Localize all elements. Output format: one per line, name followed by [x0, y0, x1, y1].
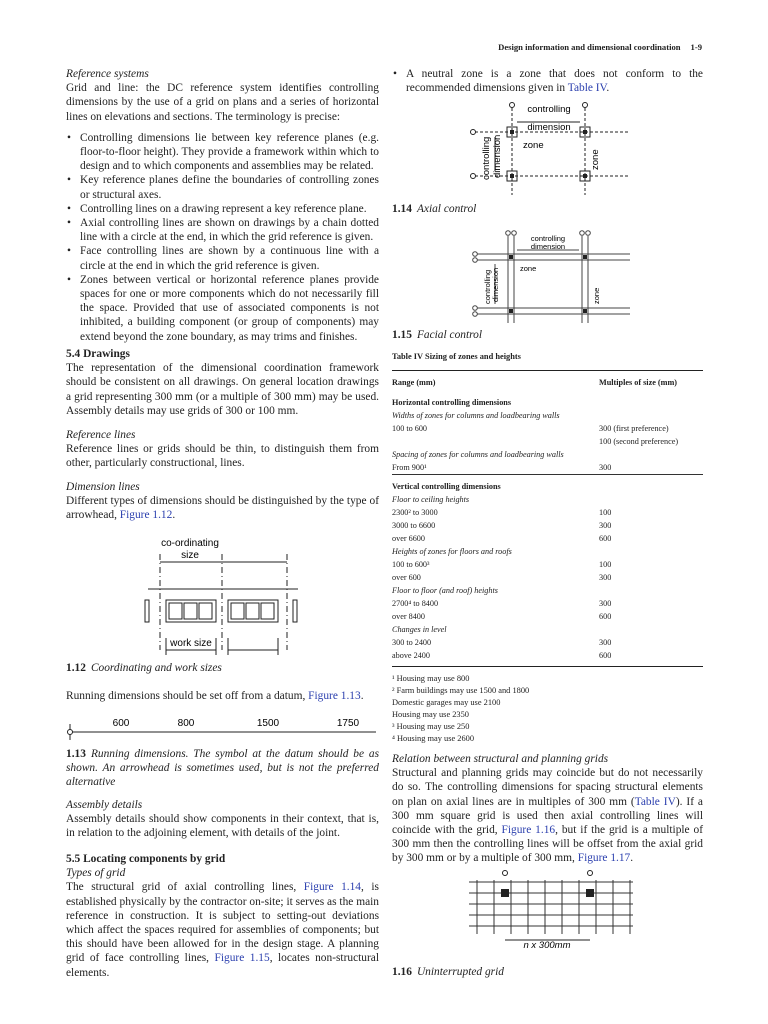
- footnote: ⁴ Housing may use 2600: [392, 734, 475, 744]
- figure-label: controlling: [481, 136, 492, 180]
- dimension-value: 1500: [256, 718, 280, 729]
- paragraph: Grid and line: the DC reference system identifies controlling dimensions by the use of a grid on plans and a series of horizontal lines on elevations and sections. The terminology is precise:: [66, 82, 379, 123]
- caption-text: Running dimensions. The symbol at the datum should be as shown. An arrowhead is sometimes used, but is not the preferred alternative: [66, 748, 379, 789]
- table-subheading: Widths of zones for columns and loadbearing walls: [392, 411, 560, 421]
- footnote: ¹ Housing may use 800: [392, 674, 470, 684]
- range-cell: 100 to 600: [392, 424, 428, 434]
- multiple-cell: 100: [599, 560, 612, 570]
- figure-label: size: [181, 550, 199, 561]
- text: , is established physically by the contractor on-site; it serves as the main reference in construction. It is subject to setting-out deviations which affect the spaces required for assemblies of components; but this should have been allowed for in the design stage. A planning grid of face controlling lines,: [66, 881, 379, 965]
- range-cell: over 600: [392, 573, 421, 583]
- table-row: [392, 461, 703, 475]
- multiple-cell: 600: [599, 651, 612, 661]
- list-item: • Zones between vertical or horizontal reference planes provide spaces for one or more components which do not necessarily fill the space. Provided that use of associated components is not inhibited, a building component (or group of components) may extend beyond the zone boundary, as may trims and finishes.: [80, 273, 379, 344]
- subheading: Types of grid: [66, 867, 126, 880]
- drawings-section: [66, 347, 379, 418]
- section-heading: 5.5 Locating components by grid: [66, 853, 226, 865]
- figure-label: controlling: [527, 104, 571, 115]
- range-cell: 100 to 600³: [392, 560, 430, 570]
- figure-link[interactable]: Figure 1.14: [303, 881, 362, 894]
- column-header: Multiples of size (mm): [599, 378, 677, 388]
- paragraph: [66, 494, 379, 522]
- multiple-cell: 300: [599, 463, 612, 473]
- figure-label: zone: [520, 264, 537, 273]
- footnote: ² Farm buildings may use 1500 and 1800: [392, 686, 530, 696]
- figure-number: 1.15: [392, 329, 412, 341]
- table-row: [392, 422, 703, 435]
- table-link[interactable]: Table IV: [567, 82, 607, 95]
- range-cell: [392, 435, 599, 448]
- figure-number: 1.12: [66, 662, 86, 674]
- paragraph: The representation of the dimensional coordination framework should be consistent on all drawings. On general location drawings a grid representing 300 mm (or a multiple of 300 mm) may be used. Assembly details may use grids of 300 or 100 mm.: [66, 362, 379, 417]
- range-cell: above 2400: [392, 651, 430, 661]
- text: Structural and planning grids may coincide but do not necessarily do so. The controlling dimensions for spacing structural elements on plan on axial lines are in multiples of 300 mm (: [392, 767, 703, 808]
- table-row: [392, 623, 703, 636]
- table-row: [392, 506, 703, 519]
- table-row: [392, 435, 703, 448]
- figure-label: dimension: [530, 242, 566, 251]
- multiple-cell: 600: [599, 612, 612, 622]
- figure-1-13-caption: [66, 747, 379, 790]
- paragraph: Assembly details should show components in their context, that is, in relation to the adjoining element, with details of the joint.: [66, 813, 379, 840]
- figure-1-13-diagram: [66, 712, 379, 742]
- table-title: Table IV Sizing of zones and heights: [392, 352, 521, 361]
- list-item: • Axial controlling lines are shown on drawings by a chain dotted line with a circle at the end, in which the grid reference is given.: [80, 216, 379, 244]
- multiple-cell: 300: [599, 638, 612, 648]
- subheading: Reference systems: [66, 68, 149, 80]
- figure-number: 1.14: [392, 203, 412, 215]
- text: , locates non-structural elements.: [66, 952, 379, 979]
- figure-label: dimension: [527, 122, 571, 133]
- running-header: [498, 42, 702, 52]
- range-cell: From 900¹: [392, 463, 427, 473]
- text: .: [172, 509, 176, 522]
- table-subheading: Floor to ceiling heights: [392, 495, 470, 505]
- text: ). If a 300 mm square grid is used then axial controlling lines will coincide with the grid,: [392, 795, 703, 837]
- table-row: [392, 409, 703, 422]
- table-row: [392, 610, 703, 623]
- table-footnotes: [392, 673, 703, 745]
- figure-label: controlling: [530, 234, 566, 243]
- multiple-cell: 600: [599, 534, 612, 544]
- column-header: Range (mm): [392, 378, 436, 388]
- figure-label: controlling: [483, 269, 492, 304]
- table-row: [392, 558, 703, 571]
- table-row: [392, 584, 703, 597]
- subheading: Dimension lines: [66, 481, 140, 493]
- table-row: [392, 636, 703, 649]
- assembly-details-section: [66, 798, 379, 841]
- list-item: [406, 67, 703, 95]
- locating-components-section: [66, 852, 379, 980]
- paragraph: [66, 880, 379, 979]
- table-row: [392, 571, 703, 584]
- running-dimensions-paragraph: [66, 689, 379, 703]
- table-row: [392, 448, 703, 461]
- caption-text: Facial control: [416, 329, 482, 341]
- text: .: [606, 82, 610, 95]
- figure-1-14-caption: [392, 202, 703, 216]
- figure-label: co-ordinating: [161, 538, 219, 549]
- multiple-cell: 300 (first preference): [599, 424, 669, 434]
- subheading: Reference lines: [66, 429, 136, 441]
- header-title: Design information and dimensional coordination: [498, 42, 681, 52]
- text: The structural grid of axial controlling lines,: [66, 881, 297, 894]
- figure-link[interactable]: Figure 1.12: [119, 509, 173, 522]
- figure-link[interactable]: Figure 1.16: [501, 824, 556, 837]
- table-row: [392, 493, 703, 506]
- text: Running dimensions should be set off from a datum,: [66, 690, 306, 702]
- table-section-heading: Horizontal controlling dimensions: [392, 398, 512, 408]
- multiple-cell: 300: [599, 573, 612, 583]
- text: A neutral zone is a zone that does not conform to the recommended dimensions given in: [406, 68, 703, 95]
- table-subheading: Floor to floor (and roof) heights: [392, 586, 498, 596]
- figure-label: zone: [592, 287, 601, 304]
- figure-link[interactable]: Figure 1.13: [308, 690, 361, 702]
- figure-label: zone: [523, 140, 544, 151]
- text: .: [360, 690, 364, 702]
- multiple-cell: 100 (second preference): [599, 437, 679, 447]
- figure-number: 1.13: [66, 748, 86, 760]
- table-row: [392, 545, 703, 558]
- figure-1-12-caption: [66, 661, 379, 675]
- neutral-zone-bullet: [392, 67, 703, 95]
- section-heading: 5.4 Drawings: [66, 348, 130, 360]
- dimension-value: 800: [177, 718, 195, 729]
- figure-link[interactable]: Figure 1.15: [214, 952, 270, 965]
- subheading: Assembly details: [66, 799, 143, 811]
- list-item: • Controlling dimensions lie between key reference planes (e.g. floor-to-floor height). They provide a framework within which to design and to which components and assemblies may be related.: [80, 131, 379, 174]
- footnote: ³ Housing may use 250: [392, 722, 470, 732]
- range-cell: 3000 to 6600: [392, 521, 436, 531]
- table-subheading: Spacing of zones for columns and loadbearing walls: [392, 450, 564, 460]
- list-item: • Controlling lines on a drawing represent a key reference plane.: [80, 202, 379, 216]
- table-row: [392, 649, 703, 662]
- table-iv: [392, 350, 703, 745]
- range-cell: over 6600: [392, 534, 425, 544]
- figure-number: 1.16: [392, 966, 412, 978]
- figure-1-15-diagram: [465, 228, 635, 323]
- paragraph: Reference lines or grids should be thin, to distinguish them from other, particularly constructional, lines.: [66, 443, 379, 470]
- caption-text: Coordinating and work sizes: [90, 662, 222, 674]
- range-cell: 2700⁴ to 8400: [392, 599, 439, 609]
- text: , but if the grid is a multiple of 300 mm then the controlling lines will be offset from the axial grid by 300 mm or by a multiple of 300 mm,: [392, 824, 703, 865]
- list-item: • Face controlling lines are shown by a continuous line with a circle at the end in which the grid reference is given.: [80, 244, 379, 272]
- list-item: • Key reference planes define the boundaries of controlling zones or structural axes.: [80, 173, 379, 201]
- caption-text: Uninterrupted grid: [416, 966, 504, 978]
- table-row: [392, 519, 703, 532]
- reference-lines-section: [66, 428, 379, 471]
- table-row: [392, 532, 703, 545]
- sizing-table: [392, 370, 703, 662]
- subheading: Relation between structural and planning grids: [392, 753, 609, 765]
- figure-1-12-diagram: [130, 530, 380, 655]
- relation-section: [392, 752, 703, 866]
- dimension-lines-section: [66, 480, 379, 523]
- range-cell: 300 to 2400: [392, 638, 432, 648]
- figure-1-16-diagram: [465, 868, 635, 958]
- bullet-list: [66, 131, 379, 344]
- footnote: Domestic garages may use 2100: [392, 698, 501, 708]
- figure-link[interactable]: Figure 1.17: [577, 852, 631, 865]
- figure-label: dimension: [491, 267, 500, 302]
- text: Different types of dimensions should be distinguished by the type of arrowhead,: [66, 495, 379, 522]
- table-subheading: Heights of zones for floors and roofs: [392, 547, 512, 557]
- figure-1-15-caption: [392, 328, 703, 342]
- dimension-value: 1750: [336, 718, 360, 729]
- figure-1-16-caption: [392, 965, 703, 979]
- table-link[interactable]: Table IV: [634, 795, 676, 808]
- figure-label: dimension: [492, 134, 503, 178]
- dimension-value: 600: [112, 718, 130, 729]
- figure-label: zone: [590, 149, 601, 170]
- multiple-cell: 300: [599, 599, 612, 609]
- multiple-cell: 300: [599, 521, 612, 531]
- reference-systems-section: [66, 67, 379, 344]
- figure-1-14-diagram: [465, 100, 635, 195]
- range-cell: 2300² to 3000: [392, 508, 438, 518]
- multiple-cell: 100: [599, 508, 612, 518]
- table-row: [392, 597, 703, 610]
- range-cell: over 8400: [392, 612, 425, 622]
- caption-text: Axial control: [416, 203, 477, 215]
- figure-label: n x 300mm: [523, 940, 571, 951]
- table-section-heading: Vertical controlling dimensions: [392, 482, 501, 492]
- figure-label: work size: [170, 638, 212, 649]
- page-number: 1-9: [690, 42, 702, 52]
- text: .: [630, 852, 634, 865]
- table-subheading: Changes in level: [392, 625, 447, 635]
- paragraph: [392, 766, 703, 865]
- footnote: Housing may use 2350: [392, 710, 469, 720]
